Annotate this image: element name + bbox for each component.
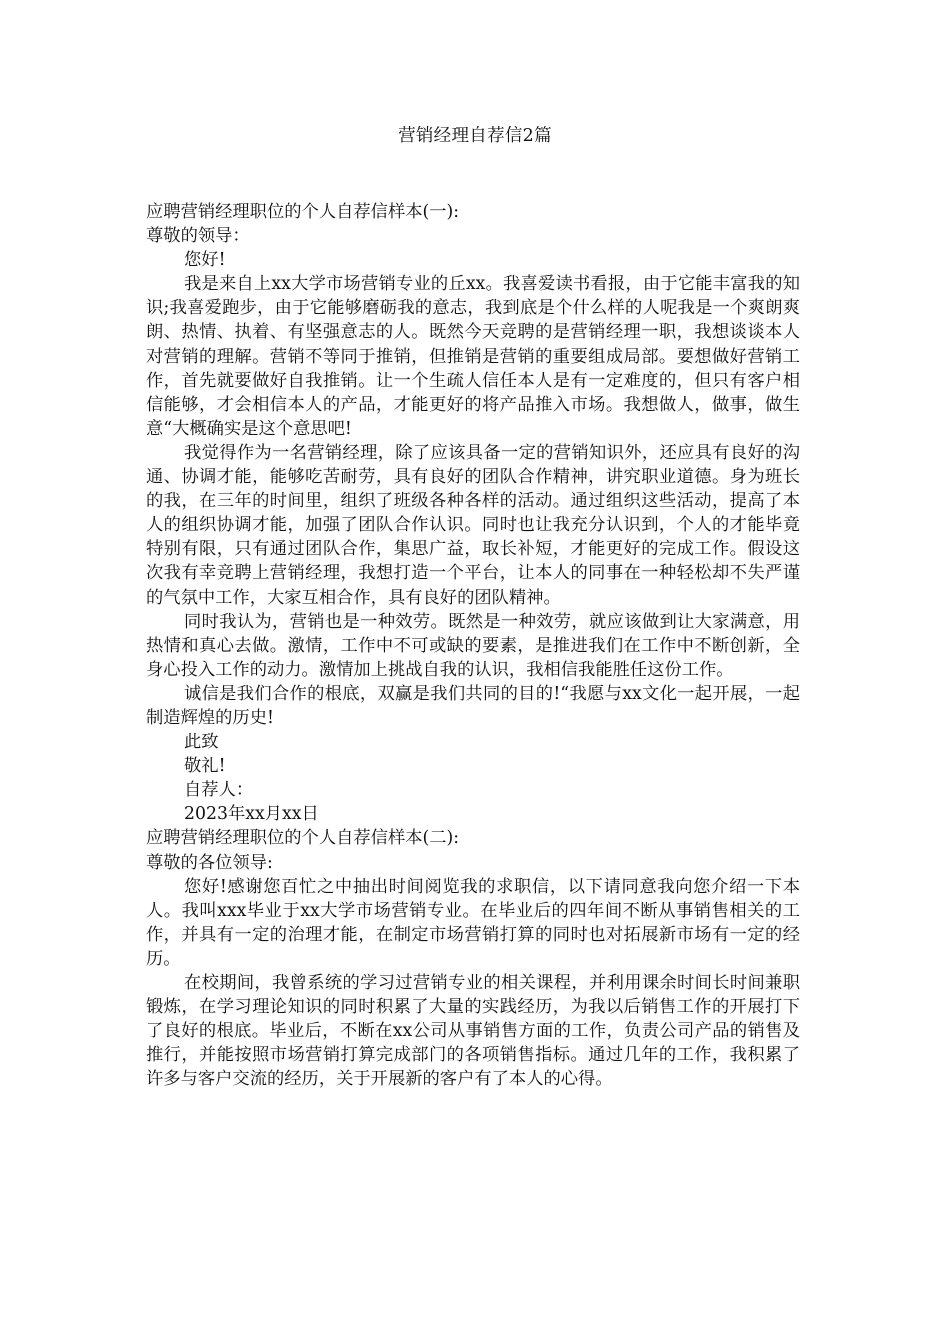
document-title: 营销经理自荐信2篇	[398, 126, 552, 146]
body-paragraph: 您好!感谢您百忙之中抽出时间阅览我的求职信，以下请同意我向您介绍一下本人。我叫xxx毕业于xx大学市场营销专业。在毕业后的四年间不断从事销售相关的工作，并具有一定的治理才能，在制定市场营销打算的同时也对拓展新市场有一定的经历。	[146, 876, 800, 969]
letter-date: 2023年xx月xx日	[184, 804, 319, 825]
body-paragraph: 我是来自上xx大学市场营销专业的丘xx。我喜爱读书看报，由于它能丰富我的知识;我喜爱跑步，由于它能够磨砺我的意志，我到底是个什么样的人呢我是一个爽朗爽朗、热情、执着、有坚强意志的人。既然今天竞聘的是营销经理一职，我想谈谈本人对营销的理解。营销不等同于推销，但推销是营销的重要组成局部。要想做好营销工作，首先就要做好自我推销。让一个生疏人信任本人是有一定难度的，但只有客户相信能够，才会相信本人的产品，才能更好的将产品推入市场。我想做人，做事，做生意“大概确实是这个意思吧!	[146, 274, 800, 439]
section-heading-2: 应聘营销经理职位的个人自荐信样本(二):	[146, 828, 460, 849]
greeting: 您好!	[184, 250, 226, 271]
salutation: 尊敬的各位领导:	[146, 852, 273, 873]
body-paragraph: 在校期间，我曾系统的学习过营销专业的相关课程，并利用课余时间长时间兼职锻炼，在学习理论知识的同时积累了大量的实践经历，为我以后销售工作的开展打下了良好的根底。毕业后，不断在xx公司从事销售方面的工作，负责公司产品的销售及推行，并能按照市场营销打算完成部门的各项销售指标。通过几年的工作，我积累了许多与客户交流的经历，关于开展新的客户有了本人的心得。	[146, 973, 800, 1090]
document-body	[146, 200, 800, 1091]
body-paragraph: 同时我认为，营销也是一种效劳。既然是一种效劳，就应该做到让大家满意，用热情和真心去做。激情，工作中不可或缺的要素，是推进我们在工作中不断创新，全身心投入工作的动力。激情加上挑战自我的认识，我相信我能胜任这份工作。	[146, 611, 800, 680]
body-paragraph: 诚信是我们合作的根底，双赢是我们共同的目的!“我愿与xx文化一起开展，一起制造辉煌的历史!	[146, 683, 800, 728]
body-paragraph: 我觉得作为一名营销经理，除了应该具备一定的营销知识外，还应具有良好的沟通、协调才能，能够吃苦耐劳，具有良好的团队合作精神，讲究职业道德。身为班长的我，在三年的时间里，组织了班级各种各样的活动。通过组织这些活动，提高了本人的组织协调才能，加强了团队合作认识。同时也让我充分认识到，个人的才能毕竟特别有限，只有通过团队合作，集思广益，取长补短，才能更好的完成工作。假设这次我有幸竞聘上营销经理，我想打造一个平台，让本人的同事在一种轻松却不失严谨的气氛中工作，大家互相合作，具有良好的团队精神。	[146, 442, 800, 608]
closing-line: 此致	[184, 732, 219, 753]
salutation: 尊敬的领导：	[146, 226, 250, 247]
signature-label: 自荐人：	[184, 780, 254, 801]
section-heading-1: 应聘营销经理职位的个人自荐信样本(一):	[146, 202, 460, 222]
closing-regards: 敬礼!	[184, 756, 226, 777]
